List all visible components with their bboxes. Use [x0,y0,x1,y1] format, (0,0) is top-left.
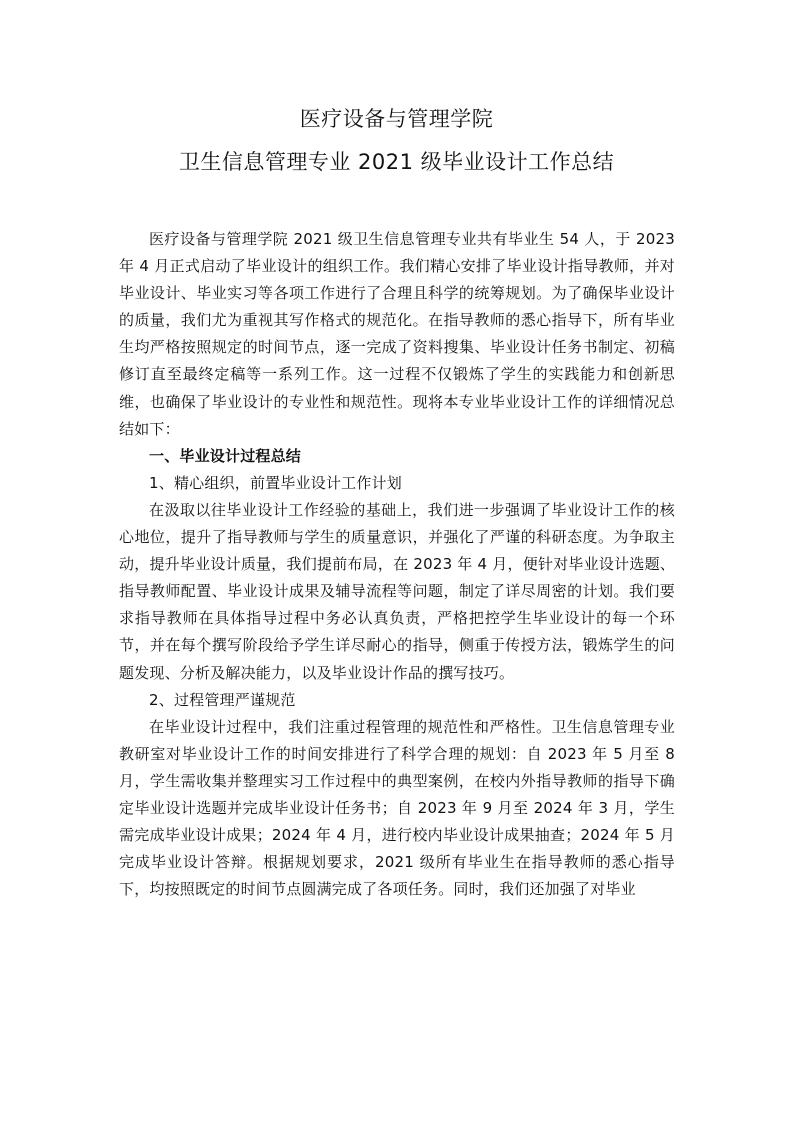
process-management-paragraph: 在毕业设计过程中，我们注重过程管理的规范性和严格性。卫生信息管理专业教研室对毕业设计工作的时间安排进行了科学合理的规划：自 2023 年 5 月至 8 月，学生需收集并整理实习工作过程中的典型案例，在校内外指导教师的指导下确定毕业设计选题并完成毕业设计任务书；自 2023 年 9 月至 2024 年 3 月，学生需完成毕业设计成果；2024 年 4 月，进行校内毕业设计成果抽查；2024 年 5 月完成毕业设计答辩。根据规划要求，2021 级所有毕业生在指导教师的悉心指导下，均按照既定的时间节点圆满完成了各项任务。同时，我们还加强了对毕业 [119,717,675,899]
intro-paragraph: 医疗设备与管理学院 2021 级卫生信息管理专业共有毕业生 54 人，于 2023 年 4 月正式启动了毕业设计的组织工作。我们精心安排了毕业设计指导教师，并对毕业设计、毕业实习等各项工作进行了合理且科学的统筹规划。为了确保毕业设计的质量，我们尤为重视其写作格式的规范化。在指导教师的悉心指导下，所有毕业生均严格按照规定的时间节点，逐一完成了资料搜集、毕业设计任务书制定、初稿修订直至最终定稿等一系列工作。这一过程不仅锻炼了学生的实践能力和创新思维，也确保了毕业设计的专业性和规范性。现将本专业毕业设计工作的详细情况总结如下： [119,230,675,438]
document-title-college: 医疗设备与管理学院 [299,107,494,131]
document-body [119,226,675,903]
subsection-heading-process-management: 2、过程管理严谨规范 [149,690,296,709]
subsection-heading-organization: 1、精心组织，前置毕业设计工作计划 [149,473,402,492]
document-title-report: 卫生信息管理专业 2021 级毕业设计工作总结 [178,150,615,174]
section-heading-process-summary: 一、毕业设计过程总结 [149,446,302,465]
organization-paragraph: 在汲取以往毕业设计工作经验的基础上，我们进一步强调了毕业设计工作的核心地位，提升了指导教师与学生的质量意识，并强化了严谨的科研态度。为争取主动，提升毕业设计质量，我们提前布局，在 2023 年 4 月，便针对毕业设计选题、指导教师配置、毕业设计成果及辅导流程等问题，制定了详尽周密的计划。我们要求指导教师在具体指导过程中务必认真负责，严格把控学生毕业设计的每一个环节，并在每个撰写阶段给予学生详尽耐心的指导，侧重于传授方法，锻炼学生的问题发现、分析及解决能力，以及毕业设计作品的撰写技巧。 [119,500,675,682]
